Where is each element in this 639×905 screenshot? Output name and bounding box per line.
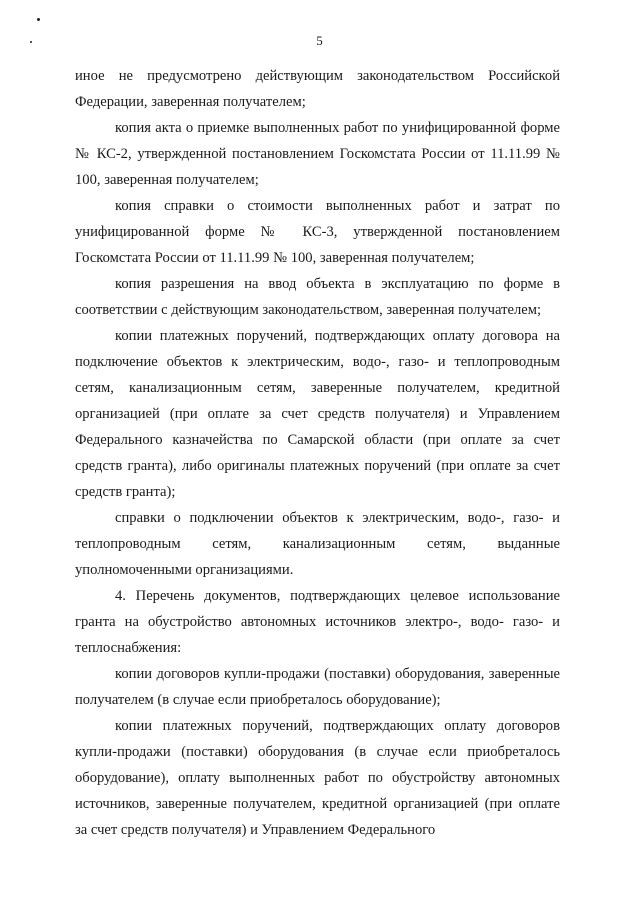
- paragraph-ks2-act: копия акта о приемке выполненных работ по унифицированной форме № КС-2, утвержденной постановлением Госкомстата России от 11.11.99 № 100, заверенная получателем;: [75, 120, 560, 188]
- paragraph-connection-certificates: справки о подключении объектов к электрическим, водо-, газо- и теплопроводным сетям, канализационным сетям, выданные уполномоченными организациями.: [75, 510, 560, 578]
- paragraph-payment-orders-equipment: копии платежных поручений, подтверждающих оплату договоров купли-продажи (поставки) оборудования (в случае если приобреталось оборудование), оплату выполненных работ по обустройству автономных источников, заверенные получателем, кредитной организацией (при оплате за счет средств получателя) и Управлением Федерального: [75, 718, 560, 838]
- page-number: 5: [316, 33, 323, 48]
- paragraph-ks3-certificate: копия справки о стоимости выполненных работ и затрат по унифицированной форме № КС-3, утвержденной постановлением Госкомстата России от 11.11.99 № 100, заверенная получателем;: [75, 198, 560, 266]
- document-body: [75, 63, 560, 843]
- paragraph-section-4-heading: 4. Перечень документов, подтверждающих целевое использование гранта на обустройство автономных источников электро-, водо- газо- и теплоснабжения:: [75, 588, 560, 656]
- paragraph-continuation: иное не предусмотрено действующим законодательством Российской Федерации, заверенная получателем;: [75, 68, 560, 110]
- paragraph-purchase-contracts: копии договоров купли-продажи (поставки) оборудования, заверенные получателем (в случае если приобреталось оборудование);: [75, 666, 560, 708]
- scan-speck: [37, 18, 40, 21]
- paragraph-commissioning-permit: копия разрешения на ввод объекта в эксплуатацию по форме в соответствии с действующим законодательством, заверенная получателем;: [75, 276, 560, 318]
- paragraph-payment-orders-connection: копии платежных поручений, подтверждающих оплату договора на подключение объектов к электрическим, водо-, газо- и теплопроводным сетям, канализационным сетям, заверенные получателем, кредитной организацией (при оплате за счет средств получателя) и Управлением Федерального казначейства по Самарской области (при оплате за счет средств гранта), либо оригиналы платежных поручений (при оплате за счет средств гранта);: [75, 328, 560, 500]
